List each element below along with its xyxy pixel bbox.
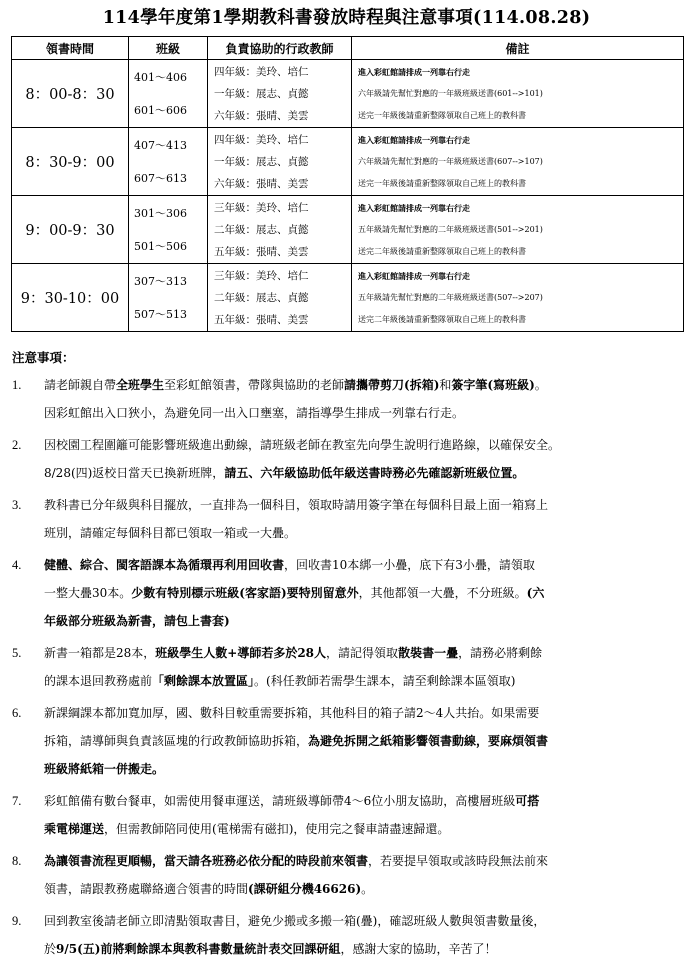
emphasis-text: (六 [526,586,545,600]
note-line: 六年級請先幫忙對應的一年級班級送書(601-->101) [358,88,543,98]
item-line [44,431,683,459]
body-text: 領書，請跟教務處聯絡適合領書的時間 [44,882,249,896]
time-cell: 8：00-8：30 [12,60,129,128]
emphasis-text: 全班學生 [116,378,165,392]
item-line [44,579,683,607]
body-text: 於 [44,942,57,956]
item-line [44,727,683,755]
emphasis-text: 為避免拆開之紙箱影響領書動線，要麻煩領書 [308,734,549,748]
body-text: 拆箱，請導師與負責該區塊的行政教師協助拆箱， [44,734,309,748]
body-text: 和 [439,378,452,392]
note-line: 送完二年級後請重新整隊領取自己班上的教科書 [358,314,526,324]
class-range: 301～306 [134,206,187,220]
body-text: 至彩虹館領書，帶隊與協助的老師 [164,378,345,392]
body-text: ，請記得領取 [326,646,399,660]
body-text: 一整大疊30本。 [44,586,132,600]
item-line [44,639,683,667]
body-text: 。 [361,882,374,896]
item-number: 4. [12,558,22,572]
emphasis-text: 請攜帶剪刀(拆箱) [344,378,440,392]
class-range: 507～513 [134,307,187,321]
item-line [44,491,683,519]
emphasis-text: 健體、綜合、閩客語課本為循環再利用回收書 [44,558,285,572]
item-line [44,847,683,875]
emphasis-text: 「剩餘課本放置區」 [152,674,255,688]
list-item [0,371,693,427]
item-line [44,519,683,547]
page-title: 114學年度第1學期教科書發放時程與注意事項(114.08.28) [102,8,591,28]
notes-cell [352,60,684,128]
body-text: 教科書已分年級與科目擺放，一直排為一個科目，領取時請用簽字筆在每個科目最上面一箱寫上 [44,498,549,512]
class-range: 501～506 [134,239,187,253]
item-number: 8. [12,854,22,868]
list-item [0,699,693,783]
teacher-assignment: 二年級：展志、貞懿 [214,223,309,236]
item-number: 1. [12,378,22,392]
item-number: 3. [12,498,22,512]
teacher-assignment: 六年級：張晴、美雲 [214,109,309,122]
body-text: ，但需教師陪同使用(電梯需有磁扣)，使用完之餐車請盡速歸還。 [104,822,450,836]
item-line [44,459,683,487]
list-item [0,847,693,903]
notes-list [0,371,693,967]
emphasis-text: 請五、六年級協助低年級送書時務必先確認新班級位置。 [224,466,525,480]
class-range: 401～406 [134,70,187,84]
note-line: 進入彩虹館請排成一列靠右行走 [358,66,470,77]
emphasis-text: (課研組分機46626) [248,882,362,896]
note-line: 五年級請先幫忙對應的二年級班級送書(507-->207) [358,292,543,302]
time-cell: 9：30-10：00 [12,264,129,332]
class-cell [129,264,208,332]
list-item [0,491,693,547]
item-line [44,371,683,399]
class-cell [129,196,208,264]
emphasis-text: 散裝書一疊 [398,646,459,660]
note-line: 送完二年級後請重新整隊領取自己班上的教科書 [358,246,526,256]
body-text: 新課綱課本都加寬加厚，國、數科目較重需要拆箱，其他科目的箱子請2～4人共抬。如果需要 [44,706,540,720]
note-line: 送完一年級後請重新整隊領取自己班上的教科書 [358,178,526,188]
body-text: 。(科任教師若需學生課本，請至剩餘課本區領取) [254,674,516,688]
table-row [12,196,684,264]
body-text: ，請務必將剩餘 [458,646,543,660]
body-text: 8/28(四)返校日當天已換新班牌， [44,466,225,480]
class-range: 601～606 [134,103,187,117]
body-text: 因彩虹館出入口狹小，為避免同一出入口壅塞，請指導學生排成一列靠右行走。 [44,406,465,420]
emphasis-text: 9/5(五)前將剩餘課本與教科書數量統計表交回課研組 [56,942,341,956]
body-text: ，若要提早領取或該時段無法前來 [368,854,549,868]
emphasis-text: 乘電梯運送 [44,822,105,836]
notes-heading: 注意事項： [12,350,75,365]
emphasis-text: 少數有特別標示班級(客家語)要特別留意外 [131,586,359,600]
table-row [12,128,684,196]
teacher-assignment: 五年級：張晴、美雲 [214,245,309,258]
body-text: 因校園工程圍籬可能影響班級進出動線，請班級老師在教室先向學生說明行進路線，以確保安全。 [44,438,561,452]
header-notes: 備註 [352,37,684,60]
teachers-cell [208,60,352,128]
schedule-table [11,36,684,332]
teacher-assignment: 二年級：展志、貞懿 [214,291,309,304]
teacher-assignment: 五年級：張晴、美雲 [214,313,309,326]
item-number: 2. [12,438,22,452]
item-number: 9. [12,914,22,928]
body-text: ，其他都領一大疊，不分班級。 [358,586,527,600]
item-line [44,399,683,427]
item-number: 7. [12,794,22,808]
class-cell [129,128,208,196]
notes-cell [352,128,684,196]
item-line [44,787,683,815]
teachers-cell [208,128,352,196]
teacher-assignment: 六年級：張晴、美雲 [214,177,309,190]
teacher-assignment: 三年級：美玲、培仁 [214,269,309,282]
header-class: 班級 [129,37,208,60]
list-item [0,787,693,843]
list-item [0,431,693,487]
body-text: ，回收書10本綁一小疊，底下有3小疊，請領取 [284,558,535,572]
time-cell: 8：30-9：00 [12,128,129,196]
table-header-row [12,37,684,60]
item-number: 6. [12,706,22,720]
emphasis-text: 班級學生人數+導師若多於28人 [155,646,327,660]
body-text: 班別，請確定每個科目都已領取一箱或一大疊。 [44,526,297,540]
item-line [44,699,683,727]
teacher-assignment: 一年級：展志、貞懿 [214,87,309,100]
note-line: 六年級請先幫忙對應的一年級班級送書(607-->107) [358,156,543,166]
item-line [44,551,683,579]
emphasis-text: 可搭 [515,794,540,808]
item-line [44,815,683,843]
teacher-assignment: 三年級：美玲、培仁 [214,201,309,214]
teacher-assignment: 四年級：美玲、培仁 [214,133,309,146]
body-text: 的課本退回教務處前 [44,674,153,688]
item-line [44,935,683,963]
teacher-assignment: 一年級：展志、貞懿 [214,155,309,168]
class-cell [129,60,208,128]
class-range: 607～613 [134,171,187,185]
emphasis-text: 為讓領書流程更順暢，當天請各班務必依分配的時段前來領書 [44,854,369,868]
notes-cell [352,196,684,264]
teachers-cell [208,196,352,264]
time-cell: 9：00-9：30 [12,196,129,264]
body-text: 。 [534,378,547,392]
item-line [44,907,683,935]
header-time: 領書時間 [12,37,129,60]
notes-cell [352,264,684,332]
emphasis-text: 班級將紙箱一併搬走。 [44,762,165,776]
item-line [44,607,683,635]
header-teachers: 負責協助的行政教師 [208,37,352,60]
class-range: 307～313 [134,274,187,288]
teachers-cell [208,264,352,332]
item-line [44,667,683,695]
note-line: 五年級請先幫忙對應的二年級班級送書(501-->201) [358,224,543,234]
class-range: 407～413 [134,138,187,152]
note-line: 進入彩虹館請排成一列靠右行走 [358,202,470,213]
item-line [44,755,683,783]
body-text: ，感謝大家的協助，辛苦了！ [340,942,497,956]
note-line: 進入彩虹館請排成一列靠右行走 [358,134,470,145]
body-text: 回到教室後請老師立即清點領取書目，避免少搬或多搬一箱(疊)，確認班級人數與領書數量後， [44,914,546,928]
item-number: 5. [12,646,22,660]
list-item [0,639,693,695]
body-text: 請老師親自帶 [44,378,117,392]
table-row [12,264,684,332]
teacher-assignment: 四年級：美玲、培仁 [214,65,309,78]
table-row [12,60,684,128]
emphasis-text: 年級部分班級為新書，請包上書套) [44,614,230,628]
list-item [0,907,693,963]
body-text: 新書一箱都是28本， [44,646,156,660]
note-line: 進入彩虹館請排成一列靠右行走 [358,270,470,281]
note-line: 送完一年級後請重新整隊領取自己班上的教科書 [358,110,526,120]
body-text: 彩虹館備有數台餐車，如需使用餐車運送，請班級導師帶4～6位小朋友協助，高樓層班級 [44,794,516,808]
item-line [44,875,683,903]
list-item [0,551,693,635]
emphasis-text: 簽字筆(寫班級) [451,378,535,392]
